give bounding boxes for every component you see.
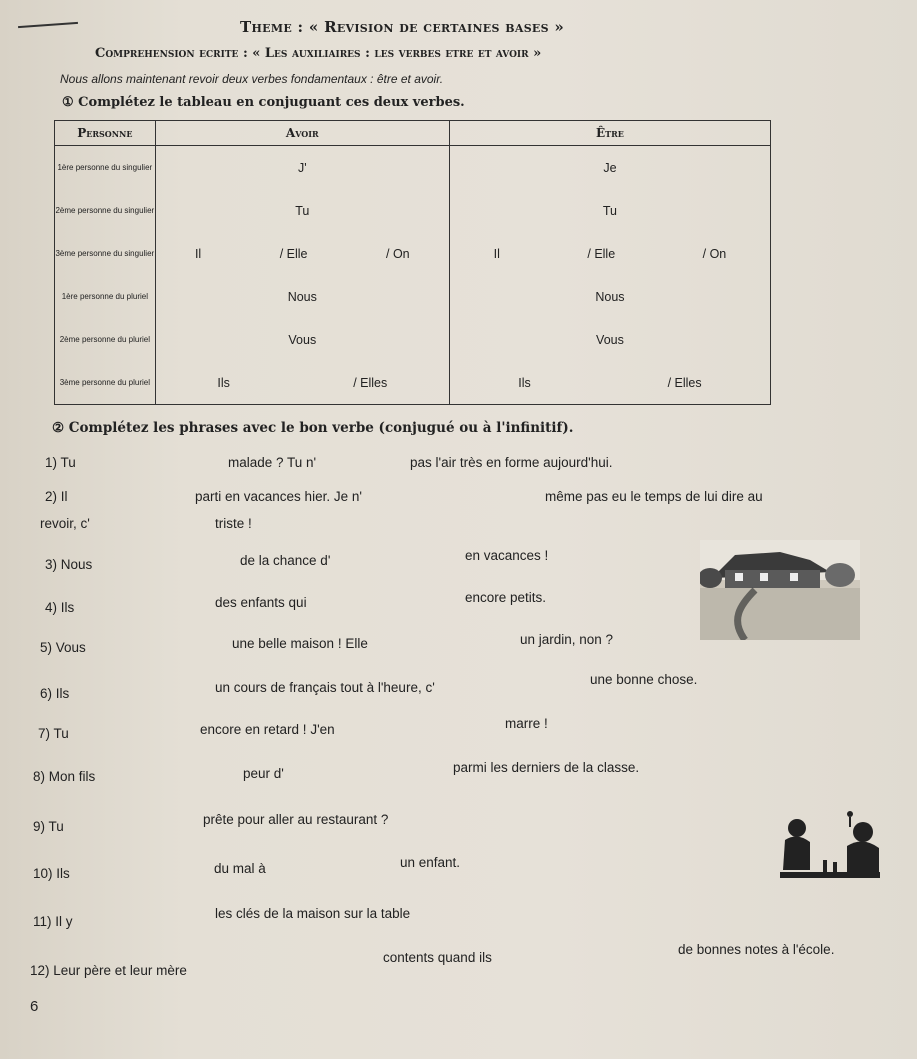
person-cell: 3ème personne du pluriel	[55, 361, 156, 405]
conjugation-table	[54, 120, 771, 405]
avoir-cell[interactable]	[155, 361, 449, 405]
sentence-6-mid: un cours de français tout à l'heure, c'	[215, 680, 435, 695]
pronoun: Je	[603, 160, 617, 175]
person-cell: 2ème personne du pluriel	[55, 318, 156, 361]
sentence-1-start: 1) Tu	[45, 455, 76, 470]
sentence-6-start: 6) Ils	[40, 686, 70, 701]
etre-cell[interactable]	[449, 146, 770, 190]
sentence-9-end: prête pour aller au restaurant ?	[203, 812, 389, 827]
sentence-2-end: même pas eu le temps de lui dire au	[545, 489, 763, 504]
etre-cell[interactable]	[449, 232, 770, 275]
pronoun: Nous	[287, 289, 317, 304]
page-subtitle: Comprehension ecrite : « Les auxiliaires : les verbes etre et avoir »	[95, 46, 542, 61]
corner-mark	[18, 22, 78, 28]
sentence-2-cont-end: triste !	[215, 516, 252, 531]
sentence-2-mid: parti en vacances hier. Je n'	[195, 489, 362, 504]
table-header-row	[55, 121, 771, 146]
page-title: Theme : « Revision de certaines bases »	[240, 18, 565, 36]
avoir-cell[interactable]	[155, 275, 449, 318]
sentence-10-end: un enfant.	[400, 855, 461, 870]
pronoun: / Elle	[279, 246, 308, 261]
pronoun: Il	[194, 246, 202, 261]
sentence-3-start: 3) Nous	[45, 557, 93, 572]
header-person: Personne	[55, 121, 156, 146]
pronoun: / Elle	[587, 246, 616, 261]
sentence-3-mid: de la chance d'	[240, 553, 331, 568]
etre-cell[interactable]	[449, 318, 770, 361]
person-cell: 1ère personne du pluriel	[55, 275, 156, 318]
table-row	[55, 232, 771, 275]
sentence-9-start: 9) Tu	[33, 819, 64, 834]
sentence-7-end: marre !	[505, 716, 548, 731]
restaurant-illustration	[775, 800, 885, 885]
pronoun: Tu	[602, 203, 618, 218]
sentence-1-end: pas l'air très en forme aujourd'hui.	[410, 455, 613, 470]
sentence-5-mid: une belle maison ! Elle	[232, 636, 368, 651]
etre-cell[interactable]	[449, 275, 770, 318]
sentence-8-start: 8) Mon fils	[33, 769, 96, 784]
sentence-12-mid: contents quand ils	[383, 950, 492, 965]
pronoun: Vous	[596, 332, 624, 347]
pronoun: / Elles	[353, 375, 388, 390]
page-number: 6	[30, 998, 39, 1015]
pronoun: / On	[702, 246, 727, 261]
pronoun: Ils	[518, 375, 531, 390]
sentence-8-mid: peur d'	[243, 766, 284, 781]
table-row	[55, 318, 771, 361]
sentence-6-end: une bonne chose.	[590, 672, 698, 687]
sentence-3-end: en vacances !	[465, 548, 549, 563]
person-cell: 3ème personne du singulier	[55, 232, 156, 275]
intro-text: Nous allons maintenant revoir deux verbes fondamentaux : être et avoir.	[60, 72, 444, 86]
pronoun: Il	[493, 246, 500, 261]
pronoun: Nous	[595, 289, 625, 304]
sentence-12-end: de bonnes notes à l'école.	[678, 942, 835, 957]
pronoun: Vous	[288, 332, 317, 347]
exercise1-instruction: ① Complétez le tableau en conjuguant ces deux verbes.	[62, 95, 465, 110]
avoir-cell[interactable]	[155, 189, 449, 232]
table-row	[55, 275, 771, 318]
sentence-5-end: un jardin, non ?	[520, 632, 614, 647]
etre-cell[interactable]	[449, 189, 770, 232]
table-row	[55, 146, 771, 190]
sentence-4-mid: des enfants qui	[215, 595, 307, 610]
pronoun: Ils	[217, 375, 230, 390]
pronoun: / On	[386, 246, 410, 261]
table-row	[55, 361, 771, 405]
pronoun: Tu	[295, 203, 310, 218]
header-etre: Être	[449, 121, 770, 146]
sentence-8-end: parmi les derniers de la classe.	[453, 760, 640, 775]
avoir-cell[interactable]	[155, 146, 449, 190]
sentence-12-start: 12) Leur père et leur mère	[30, 963, 187, 978]
sentence-10-mid: du mal à	[214, 861, 266, 876]
sentence-11-end: les clés de la maison sur la table	[215, 906, 411, 921]
sentence-2-cont: revoir, c'	[40, 516, 90, 531]
sentence-1-mid: malade ? Tu n'	[228, 455, 317, 470]
sentence-4-end: encore petits.	[465, 590, 547, 605]
pronoun: J'	[297, 160, 307, 175]
person-cell: 1ère personne du singulier	[55, 146, 156, 190]
sentence-5-start: 5) Vous	[40, 640, 86, 655]
etre-cell[interactable]	[449, 361, 770, 405]
house-illustration	[700, 540, 860, 640]
sentence-11-start: 11) Il y	[33, 914, 73, 929]
sentence-10-start: 10) Ils	[33, 866, 70, 881]
table-row	[55, 189, 771, 232]
sentence-7-start: 7) Tu	[38, 726, 69, 741]
person-cell: 2ème personne du singulier	[55, 189, 156, 232]
header-avoir: Avoir	[155, 121, 449, 146]
sentence-2-start: 2) Il	[45, 489, 68, 504]
sentence-7-mid: encore en retard ! J'en	[200, 722, 335, 737]
exercise2-instruction: ② Complétez les phrases avec le bon verbe (conjugué ou à l'infinitif).	[52, 420, 574, 436]
pronoun: / Elles	[667, 375, 702, 390]
sentence-4-start: 4) Ils	[45, 600, 75, 615]
avoir-cell[interactable]	[155, 318, 449, 361]
avoir-cell[interactable]	[155, 232, 449, 275]
